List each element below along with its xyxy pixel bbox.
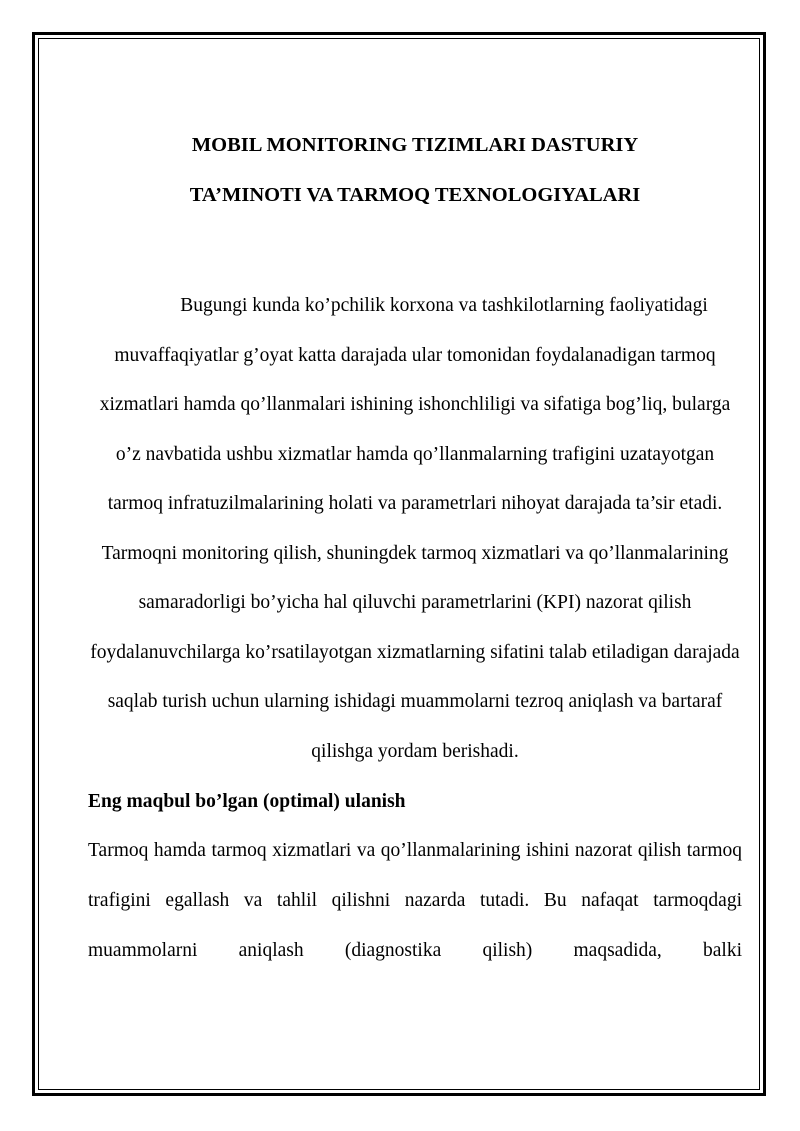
intro-paragraph-text: Bugungi kunda ko’pchilik korxona va tashkilotlarning faoliyatidagi muvaffaqiyatlar g’oyat katta darajada ular tomonidan foydalanadigan tarmoq xizmatlari hamda qo’llanmalari ishining ishonchliligi va sifatiga bog’liq, bularga o’z navbatida ushbu xizmatlar hamda qo’llanmalarning trafigini uzatayotgan tarmoq infratuzilmalarining holati va parametrlari nihoyat darajada ta’sir etadi. Tarmoqni monitoring qilish, shuningdek tarmoq xizmatlari va qo’llanmalarining samaradorligi bo’yicha hal qiluvchi parametrlarini (KPI) nazorat qilish foydalanuvchilarga ko’rsatilayotgan xizmatlarning sifatini talab etiladigan darajada saqlab turish uchun ularning ishidagi muammolarni tezroq aniqlash va bartaraf qilishga yordam berishadi.	[90, 295, 740, 762]
body-paragraph-text: Tarmoq hamda tarmoq xizmatlari va qo’llanmalarining ishini nazorat qilish tarmoq trafigini egallash va tahlil qilishni nazarda tutadi. Bu nafaqat tarmoqdagi muammolarni aniqlash (diagnostika qilish) maqsadida, balki	[88, 840, 742, 961]
section-heading: Eng maqbul bo’lgan (optimal) ulanish	[88, 791, 406, 812]
body-paragraph	[88, 826, 742, 976]
title-line-2: TA’MINOTI VA TARMOQ TEXNOLOGIYALARI	[189, 184, 641, 206]
intro-paragraph	[88, 281, 742, 776]
document-title	[88, 120, 742, 220]
title-line-1: MOBIL MONITORING TIZIMLARI DASTURIY	[191, 134, 639, 156]
page-content	[88, 120, 742, 976]
